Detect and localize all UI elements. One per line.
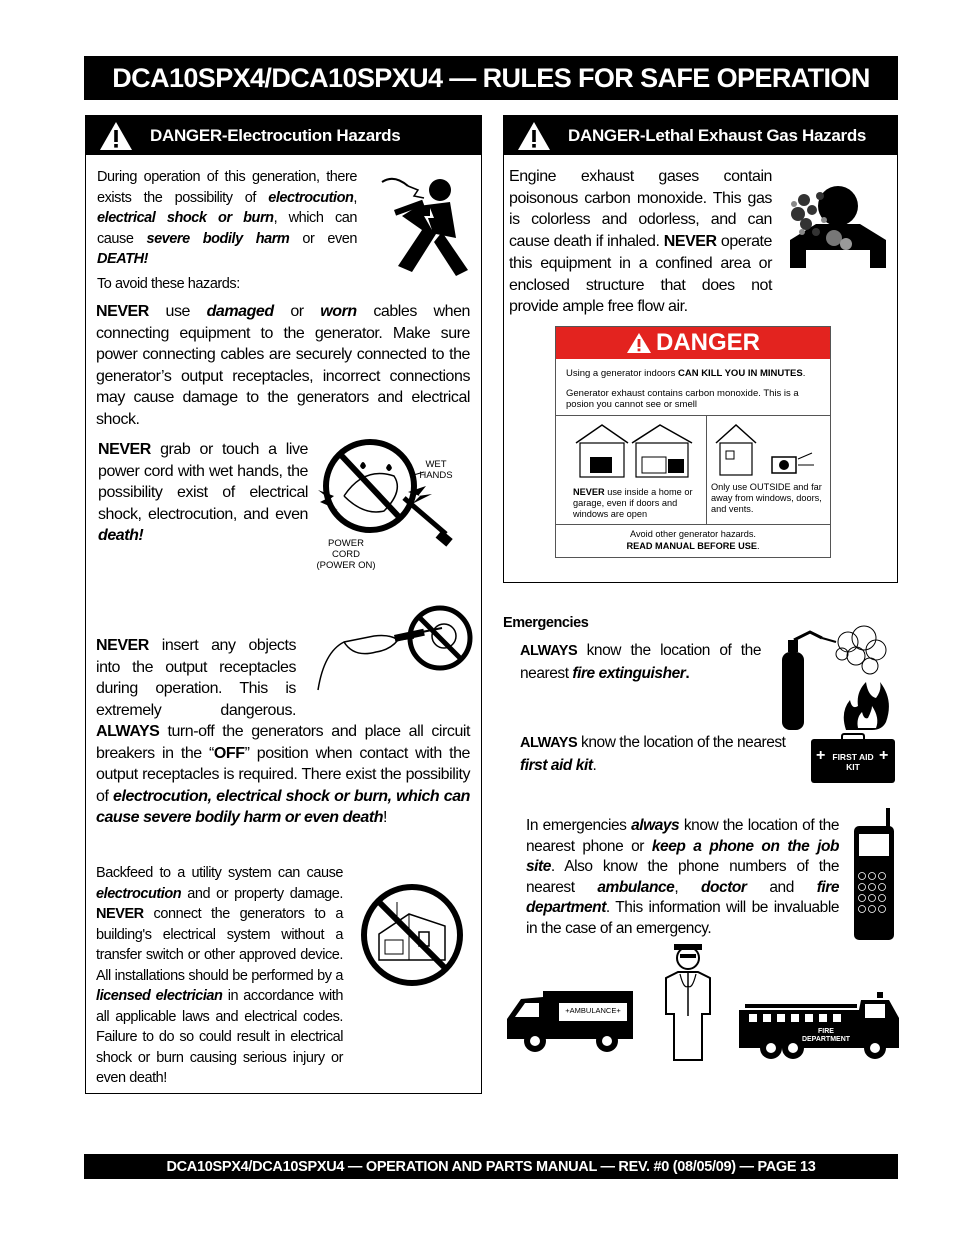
phone-keyword-1: always <box>631 817 680 834</box>
sign-divider-mid <box>706 415 707 524</box>
intro-keyword-4: DEATH! <box>97 251 148 267</box>
wet-keyword-1: death! <box>98 527 144 544</box>
phone-text-6: . This information will be invaluable in the case of an emergency. <box>526 899 839 937</box>
no-backfeed-building-icon <box>357 882 467 988</box>
objects-text-3: ” position when contact with the output receptacles is required. There exist the possibility of <box>96 744 470 805</box>
kit-label-1: FIRST AID <box>832 752 874 762</box>
warning-triangle-icon <box>98 120 134 152</box>
intro-keyword-3: severe bodily harm <box>146 230 290 247</box>
phone-text-2: know the location of the nearest phone or <box>526 817 839 855</box>
exhaust-danger-heading <box>504 116 897 155</box>
exhaust-never: NEVER <box>663 233 717 251</box>
objects-receptacle-body <box>96 635 470 829</box>
backfeed-text-4: in accordance with all applicable laws and electrical codes. Failure to do so could result in electrical shock or burn causing serious injury or even death! <box>96 988 343 1086</box>
label-cord: CORD <box>332 549 360 560</box>
wet-hands-warning <box>98 439 308 547</box>
electrocution-danger-heading <box>86 116 481 155</box>
kit-label-2: KIT <box>846 762 860 772</box>
firstaid-always: ALWAYS <box>520 735 578 751</box>
danger-sign-line1 <box>556 368 830 380</box>
cables-text-1: use <box>148 303 207 320</box>
objects-keyword-1: electrocution, electrical shock or burn, which can cause severe bodily harm or even death <box>96 787 470 826</box>
danger-sign-header <box>556 327 830 359</box>
fire-extinguisher-icon <box>776 622 896 734</box>
doctor-icon <box>658 940 718 1064</box>
exhaust-text-1: Engine exhaust gases contain poisonous carbon monoxide. This gas is colorless and odorless, and can cause death if inhaled. <box>509 168 772 251</box>
fire-keyword: fire extinguisher <box>572 664 686 682</box>
wet-hands-label <box>410 459 462 481</box>
first-aid-kit-icon <box>811 739 895 783</box>
cables-keyword-2: worn <box>320 303 357 320</box>
wet-text-1: grab or touch a live power cord with wet hands, the possibility exist of electrical shock, electrocution, and even <box>98 441 308 523</box>
firstaid-text-1: know the location of the nearest <box>577 734 786 751</box>
backfeed-text-2: and or property damage. <box>181 885 343 902</box>
danger-sign <box>555 326 831 558</box>
phone-keyword-5: fire department <box>526 878 840 916</box>
backfeed-never: NEVER <box>96 906 144 922</box>
phone-keyword-3: ambulance <box>597 878 675 896</box>
label-hands: HANDS <box>419 470 453 481</box>
sign-line1-b: CAN KILL YOU IN MINUTES <box>677 368 803 379</box>
fire-truck-icon <box>737 990 901 1062</box>
avoid-hazards-text: To avoid these hazards: <box>97 276 240 292</box>
intro-text-2: , <box>353 189 357 206</box>
intro-text-4: or even <box>289 230 358 247</box>
first-aid-text <box>520 732 800 776</box>
objects-text-1b: insert any objects into the output receptacles during operation. This is extremely dangerous. <box>96 637 296 719</box>
ambulance-label-text: AMBULANCE <box>569 1006 617 1015</box>
wet-never: NEVER <box>98 441 151 458</box>
plus-icon: + <box>616 1006 621 1015</box>
ambulance-icon <box>503 985 637 1055</box>
phone-text-4: , <box>674 878 701 896</box>
fire-extinguisher-text <box>520 640 761 684</box>
phone-text-5: and <box>746 878 817 896</box>
backfeed-keyword-1: electrocution <box>96 885 182 902</box>
warning-triangle-icon <box>516 120 552 152</box>
cables-never: NEVER <box>96 303 149 320</box>
plus-icon: + <box>879 747 889 764</box>
backfeed-keyword-2: licensed electrician <box>96 988 223 1004</box>
sign-bottom-2: READ MANUAL BEFORE USE <box>626 540 757 551</box>
damaged-cables-warning <box>96 301 470 430</box>
fire-dept-label-1: FIRE <box>818 1028 834 1035</box>
sign-outside-cell: Only use OUTSIDE and far away from windows, doors, and vents. <box>711 482 822 514</box>
plus-icon: + <box>565 1006 570 1015</box>
emergencies-heading: Emergencies <box>503 615 589 631</box>
electrocution-figure-icon <box>372 172 472 282</box>
fire-department-label <box>796 1028 856 1044</box>
page-footer: DCA10SPX4/DCA10SPXU4 — OPERATION AND PARTS MANUAL — REV. #0 (08/05/09) — PAGE 13 <box>84 1154 898 1179</box>
label-power-on: (POWER ON) <box>316 560 376 571</box>
sign-never-cell <box>573 487 701 520</box>
mobile-phone-icon <box>850 806 898 942</box>
outdoor-house-icon <box>714 423 824 477</box>
plus-icon: + <box>816 747 826 764</box>
intro-keyword-1: electrocution <box>268 189 354 206</box>
fire-dept-label-2: DEPARTMENT <box>801 1036 851 1043</box>
firstaid-text-2: . <box>592 756 597 774</box>
backfeed-text-3: connect the generators to a building's electrical system without a transfer switch or other approved device. All installations should be performed by a <box>96 906 343 984</box>
indoor-garage-icon <box>574 423 698 479</box>
sign-divider-top <box>556 415 830 416</box>
intro-keyword-2: electrical shock or burn <box>97 210 274 226</box>
backfeed-warning <box>96 863 343 1089</box>
fire-text-1: know the location of the nearest <box>520 642 761 682</box>
no-wet-hands-icon <box>314 436 474 548</box>
intro-text-3: , which can cause <box>97 210 357 247</box>
kit-handle <box>841 733 865 739</box>
objects-never-2: NEVER <box>96 637 149 654</box>
objects-text-2: turn-off the generators and place all circuit breakers in the “ <box>96 723 470 762</box>
ambulance-label <box>559 1006 627 1016</box>
sign-line1-c: . <box>802 368 806 379</box>
sign-line1-a: Using a generator indoors <box>566 368 678 379</box>
objects-text-4: ! <box>383 809 388 826</box>
phone-text-3: . Also know the phone numbers of the nearest <box>526 858 839 896</box>
exhaust-text-2: operate this equipment in a confined area or enclosed structure that does not provide ample free flow air. <box>509 233 772 316</box>
phone-text <box>526 816 839 939</box>
page-title: DCA10SPX4/DCA10SPXU4 — RULES FOR SAFE OPERATION <box>84 56 898 100</box>
sign-divider-bottom <box>556 524 830 525</box>
cables-text-3: cables when connecting equipment to the generator. Make sure power connecting cables are securely connected to the generator’s output receptacles, incorrect connections may cause damage to the generators and electrical shock. <box>96 303 470 428</box>
intro-text-1: During operation of this generation, there exists the possibility of <box>97 169 357 206</box>
objects-off: OFF <box>213 744 245 762</box>
sign-left-text: use inside a home or garage, even if doors and windows are open <box>573 487 693 519</box>
power-cord-label <box>308 538 384 571</box>
phone-keyword-2: keep a phone on the job site <box>526 837 839 875</box>
carbon-monoxide-person-icon <box>786 180 890 270</box>
exhaust-warning <box>509 166 772 318</box>
electrocution-intro <box>97 167 357 270</box>
warning-triangle-icon <box>626 332 652 354</box>
danger-sign-title: DANGER <box>655 329 760 356</box>
label-wet: WET <box>425 459 447 470</box>
backfeed-text-1: Backfeed to a utility system can cause <box>96 865 343 881</box>
danger-sign-line2: Generator exhaust contains carbon monoxide. This is a posion you cannot see or smell <box>566 387 799 410</box>
exhaust-heading-text: DANGER-Lethal Exhaust Gas Hazards <box>568 125 867 145</box>
label-power: POWER <box>328 538 364 549</box>
sign-bottom-text <box>556 529 830 552</box>
cables-text-2: or <box>273 303 321 320</box>
cables-keyword-1: damaged <box>206 303 274 320</box>
first-aid-kit-label <box>829 752 877 772</box>
phone-keyword-4: doctor <box>701 878 747 896</box>
sign-bottom-1: Avoid other generator hazards. <box>630 529 756 539</box>
sign-left-never: NEVER <box>573 487 605 497</box>
objects-always: ALWAYS <box>96 723 160 740</box>
fire-always: ALWAYS <box>520 643 578 659</box>
fire-text-2: . <box>685 664 690 682</box>
phone-text-1: In emergencies <box>526 817 632 834</box>
electrocution-heading-text: DANGER-Electrocution Hazards <box>150 125 401 145</box>
sign-bottom-2-end: . <box>756 540 760 551</box>
firstaid-keyword: first aid kit <box>520 756 593 774</box>
